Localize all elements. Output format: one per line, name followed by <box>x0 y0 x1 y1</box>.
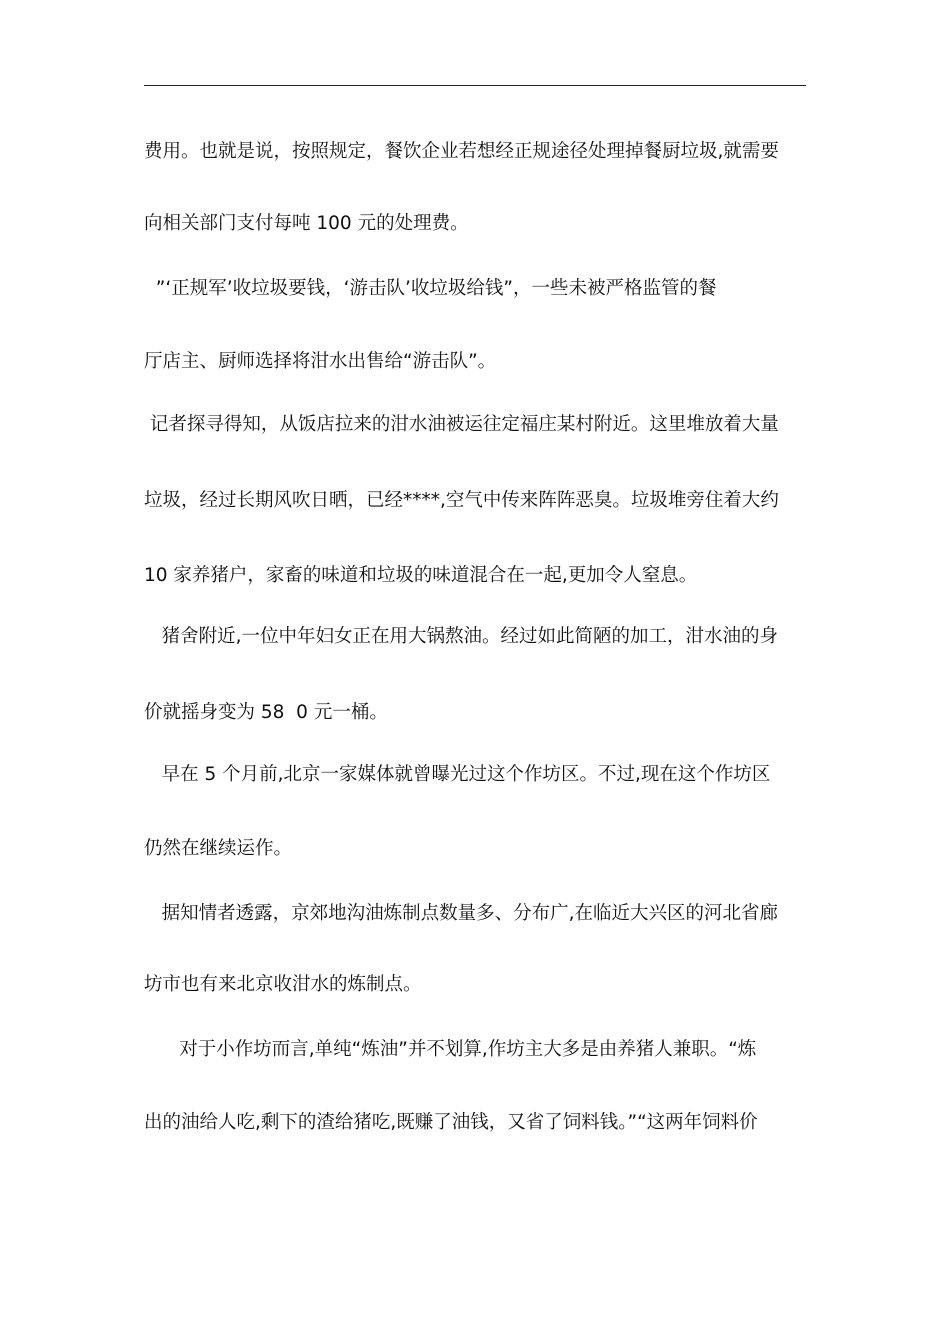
text-line: 仍然在继续运作。 <box>144 838 293 859</box>
text-line: 猪舍附近,一位中年妇女正在用大锅熬油。经过如此简陋的加工，泔水油的身 <box>144 626 779 647</box>
text-line: 费用。也就是说，按照规定，餐饮企业若想经正规途径处理掉餐厨垃圾,就需要 <box>144 141 779 162</box>
text-line: 垃圾，经过长期风吹日晒，已经****,空气中传来阵阵恶臭。垃圾堆旁住着大约 <box>144 490 779 511</box>
text-line: 记者探寻得知，从饭店拉来的泔水油被运往定福庄某村附近。这里堆放着大量 <box>144 414 779 435</box>
text-line: ”‘正规军’收垃圾要钱，‘游击队’收垃圾给钱”，一些未被严格监管的餐 <box>144 278 717 299</box>
text-line: 早在 5 个月前,北京一家媒体就曾曝光过这个作坊区。不过,现在这个作坊区 <box>144 764 771 785</box>
text-line: 出的油给人吃,剩下的渣给猪吃,既赚了油钱，又省了饲料钱。”“这两年饲料价 <box>144 1112 758 1133</box>
text-line: 厅店主、厨师选择将泔水出售给“游击队”。 <box>144 351 497 372</box>
header-rule <box>144 85 806 86</box>
text-line: 向相关部门支付每吨 100 元的处理费。 <box>144 213 469 234</box>
text-line: 据知情者透露，京郊地沟油炼制点数量多、分布广,在临近大兴区的河北省廊 <box>144 903 779 924</box>
text-line: 价就摇身变为 58 0 元一桶。 <box>144 702 388 723</box>
text-line: 10 家养猪户，家畜的味道和垃圾的味道混合在一起,更加令人窒息。 <box>144 565 698 586</box>
text-line: 坊市也有来北京收泔水的炼制点。 <box>144 974 422 995</box>
text-line: 对于小作坊而言,单纯“炼油”并不划算,作坊主大多是由养猪人兼职。“炼 <box>144 1039 757 1060</box>
